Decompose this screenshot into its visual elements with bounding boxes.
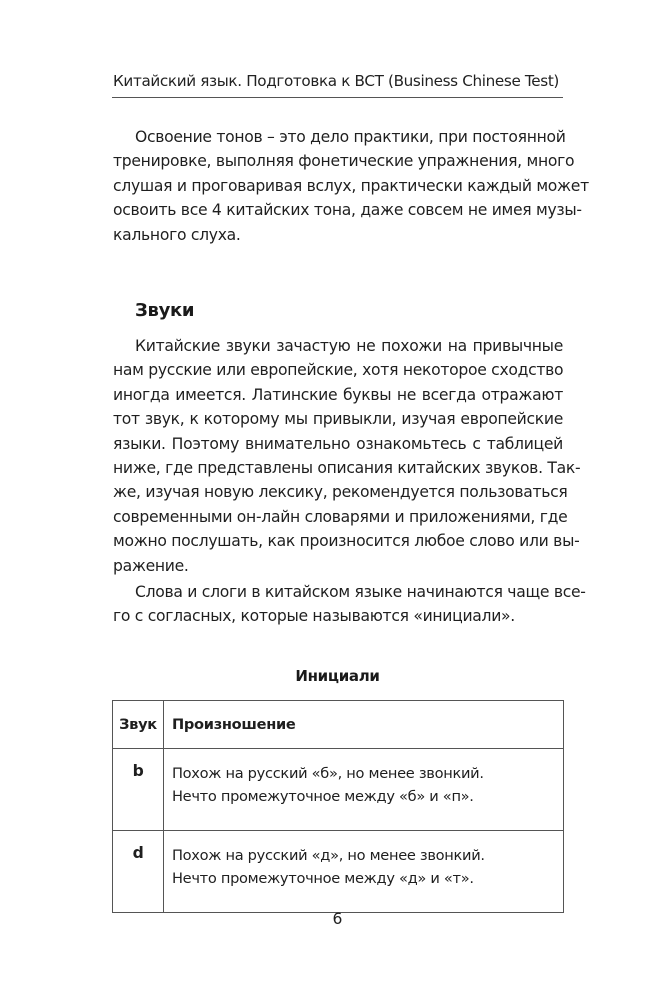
paragraph-tones: [113, 125, 589, 247]
pronunciation-line: Похож на русский «д», но менее звонкий.: [172, 847, 485, 864]
text-line: тот звук, к которому мы привыкли, изучая европейские: [113, 410, 563, 429]
text-line: Слова и слоги в китайском языке начинаются чаще все-: [135, 583, 586, 601]
text-line: языки. Поэтому внимательно ознакомьтесь с таблицей: [113, 434, 563, 453]
pronunciation-cell: [164, 831, 564, 913]
sound-cell: b: [113, 749, 164, 831]
text-line: кального слуха.: [113, 225, 241, 244]
text-line: современными он-лайн словарями и приложениями, где: [113, 507, 568, 526]
column-header-sound: Звук: [113, 701, 164, 749]
text-line: можно послушать, как произносится любое слово или вы-: [113, 532, 580, 551]
text-line: тренировке, выполняя фонетические упражнения, много: [113, 152, 575, 171]
column-header-pronunciation: Произношение: [164, 701, 564, 749]
header-rule: [112, 97, 563, 98]
text-line: го с согласных, которые называются «инициали».: [113, 607, 515, 626]
pronunciation-line: Нечто промежуточное между «б» и «п».: [172, 788, 474, 805]
table-row: [113, 831, 564, 913]
text-line: слушая и проговаривая вслух, практически каждый может: [113, 176, 589, 195]
text-line: ражение.: [113, 556, 189, 575]
page-number: 6: [332, 910, 343, 928]
pronunciation-line: Нечто промежуточное между «д» и «т».: [172, 870, 474, 887]
text-line: иногда имеется. Латинские буквы не всегда отражают: [113, 385, 563, 404]
table-caption: Инициали: [295, 667, 380, 685]
paragraph-sounds: [113, 334, 581, 578]
sound-cell: d: [113, 831, 164, 913]
initials-table: [112, 700, 564, 913]
text-line: освоить все 4 китайских тона, даже совсем не имея музы-: [113, 201, 582, 220]
paragraph-initials-intro: [113, 580, 586, 629]
text-line: же, изучая новую лексику, рекомендуется пользоваться: [113, 483, 568, 502]
table-row: [113, 749, 564, 831]
text-line: нам русские или европейские, хотя некоторое сходство: [113, 361, 564, 380]
text-line: ниже, где представлены описания китайских звуков. Так-: [113, 459, 581, 478]
pronunciation-cell: [164, 749, 564, 831]
running-head: Китайский язык. Подготовка к BCT (Business Chinese Test): [113, 72, 560, 90]
text-line: Освоение тонов – это дело практики, при постоянной: [135, 128, 566, 146]
section-heading: Звуки: [135, 300, 195, 321]
text-line: Китайские звуки зачастую не похожи на привычные: [135, 337, 563, 355]
pronunciation-line: Похож на русский «б», но менее звонкий.: [172, 765, 484, 782]
table-header-row: [113, 701, 564, 749]
